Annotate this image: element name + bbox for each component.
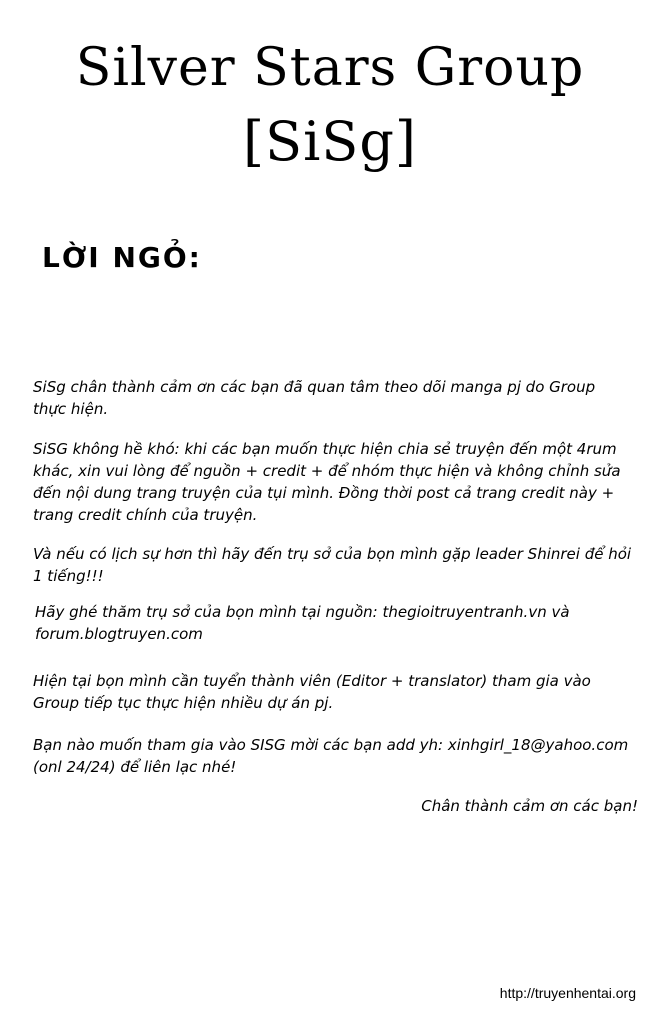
paragraph-recruitment: Hiện tại bọn mình cần tuyển thành viên (Editor + translator) tham gia vào Group tiếp tục thực hiện nhiều dự án pj.: [33, 672, 591, 712]
paragraph-courtesy: Và nếu có lịch sự hơn thì hãy đến trụ sở của bọn mình gặp leader Shinrei để hỏi 1 tiếng!!!: [33, 545, 632, 585]
footer-url[interactable]: http://truyenhentai.org: [499, 985, 636, 1001]
group-title: Silver Stars Group: [75, 38, 585, 98]
paragraph-contact: Bạn nào muốn tham gia vào SISG mời các bạn add yh: xinhgirl_18@yahoo.com (onl 24/24) để liên lạc nhé!: [33, 736, 629, 776]
paragraph-sharing-rules: SiSG không hề khó: khi các bạn muốn thực hiện chia sẻ truyện đến một 4rum khác, xin vui lòng để nguồn + credit + để nhóm thực hiện và không chỉnh sửa đến nội dung trang truyện của tụi mình. Đồng thời post cả trang credit này + trang credit chính của truyện.: [33, 440, 621, 524]
group-abbreviation: [SiSg]: [243, 110, 417, 173]
section-heading: LỜI NGỎ:: [42, 241, 202, 274]
closing-thanks: Chân thành cảm ơn các bạn!: [421, 797, 638, 815]
paragraph-thanks: SiSg chân thành cảm ơn các bạn đã quan tâm theo dõi manga pj do Group thực hiện.: [33, 378, 596, 418]
paragraph-visit-sources: Hãy ghé thăm trụ sở của bọn mình tại nguồn: thegioitruyentranh.vn và forum.blogtruyen.com: [35, 603, 570, 643]
